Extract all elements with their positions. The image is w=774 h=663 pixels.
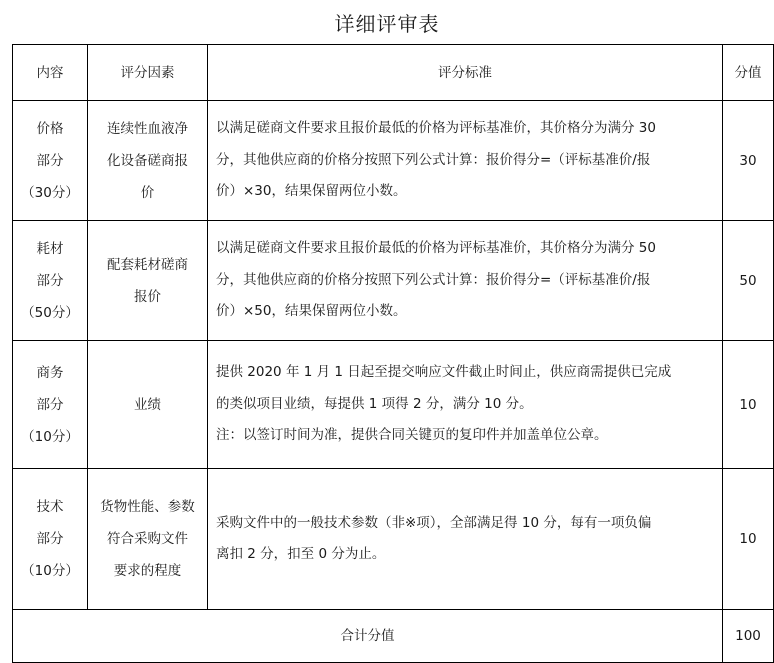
standard-line: 采购文件中的一般技术参数（非※项），全部满足得 10 分，每有一项负偏: [216, 514, 652, 531]
content-line: （10分）: [21, 563, 79, 579]
standard-line: 价）×30，结果保留两位小数。: [216, 183, 407, 200]
factor-line: 配套耗材磋商: [107, 256, 188, 273]
table-row: [13, 341, 774, 469]
content-cell: [13, 101, 88, 221]
header-standard: 评分标准: [208, 45, 723, 101]
score-cell: 50: [723, 221, 774, 341]
content-line: 部分: [36, 531, 64, 547]
table-row: [13, 221, 774, 341]
total-score: 100: [723, 610, 774, 663]
factor-line: 化设备磋商报: [107, 152, 188, 169]
standard-cell: [208, 101, 723, 221]
content-line: 耗材: [36, 240, 64, 257]
standard-cell: [208, 221, 723, 341]
factor-line: 价: [140, 184, 155, 201]
content-line: （30分）: [21, 184, 79, 201]
standard-cell: [208, 341, 723, 469]
standard-line: 以满足磋商文件要求且报价最低的价格为评标基准价，其价格分为满分 30: [216, 120, 656, 137]
total-row: [13, 610, 774, 663]
standard-line: 分，其他供应商的价格分按照下列公式计算：报价得分=（评标基准价/报: [216, 271, 651, 288]
header-factor: 评分因素: [88, 45, 208, 101]
content-cell: [13, 221, 88, 341]
standard-line: 提供 2020 年 1 月 1 日起至提交响应文件截止时间止，供应商需提供已完成: [216, 364, 672, 381]
factor-cell: [88, 341, 208, 469]
content-line: （10分）: [21, 428, 79, 445]
header-score: 分值: [723, 45, 774, 101]
scoring-table: [12, 44, 774, 663]
score-cell: 10: [723, 341, 774, 469]
content-line: 部分: [36, 152, 64, 169]
standard-line: 的类似项目业绩，每提供 1 项得 2 分，满分 10 分。: [216, 395, 533, 412]
standard-line: 价）×50，结果保留两位小数。: [216, 303, 407, 320]
header-row: [13, 45, 774, 101]
document-title: 详细评审表: [334, 12, 440, 36]
content-line: （50分）: [21, 304, 79, 321]
factor-cell: [88, 469, 208, 610]
standard-line: 注：以签订时间为准，提供合同关键页的复印件并加盖单位公章。: [216, 427, 608, 444]
score-cell: 10: [723, 469, 774, 610]
content-cell: [13, 341, 88, 469]
factor-cell: [88, 221, 208, 341]
total-label: 合计分值: [13, 610, 723, 663]
standard-line: 分，其他供应商的价格分按照下列公式计算：报价得分=（评标基准价/报: [216, 151, 651, 168]
table-row: [13, 469, 774, 610]
content-line: 商务: [36, 364, 64, 381]
score-cell: 30: [723, 101, 774, 221]
content-line: 技术: [36, 499, 64, 515]
content-line: 部分: [36, 396, 64, 413]
factor-line: 符合采购文件: [107, 531, 188, 547]
factor-line: 要求的程度: [113, 563, 182, 579]
content-line: 价格: [36, 120, 64, 137]
factor-line: 连续性血液净: [107, 120, 188, 137]
standard-cell: [208, 469, 723, 610]
table-row: [13, 101, 774, 221]
factor-line: 业绩: [134, 396, 161, 413]
content-cell: [13, 469, 88, 610]
header-content: 内容: [13, 45, 88, 101]
standard-line: 离扣 2 分，扣至 0 分为止。: [216, 546, 386, 562]
factor-line: 货物性能、参数: [100, 499, 195, 515]
factor-line: 报价: [134, 288, 161, 305]
factor-cell: [88, 101, 208, 221]
standard-line: 以满足磋商文件要求且报价最低的价格为评标基准价，其价格分为满分 50: [216, 240, 656, 257]
content-line: 部分: [36, 272, 64, 289]
